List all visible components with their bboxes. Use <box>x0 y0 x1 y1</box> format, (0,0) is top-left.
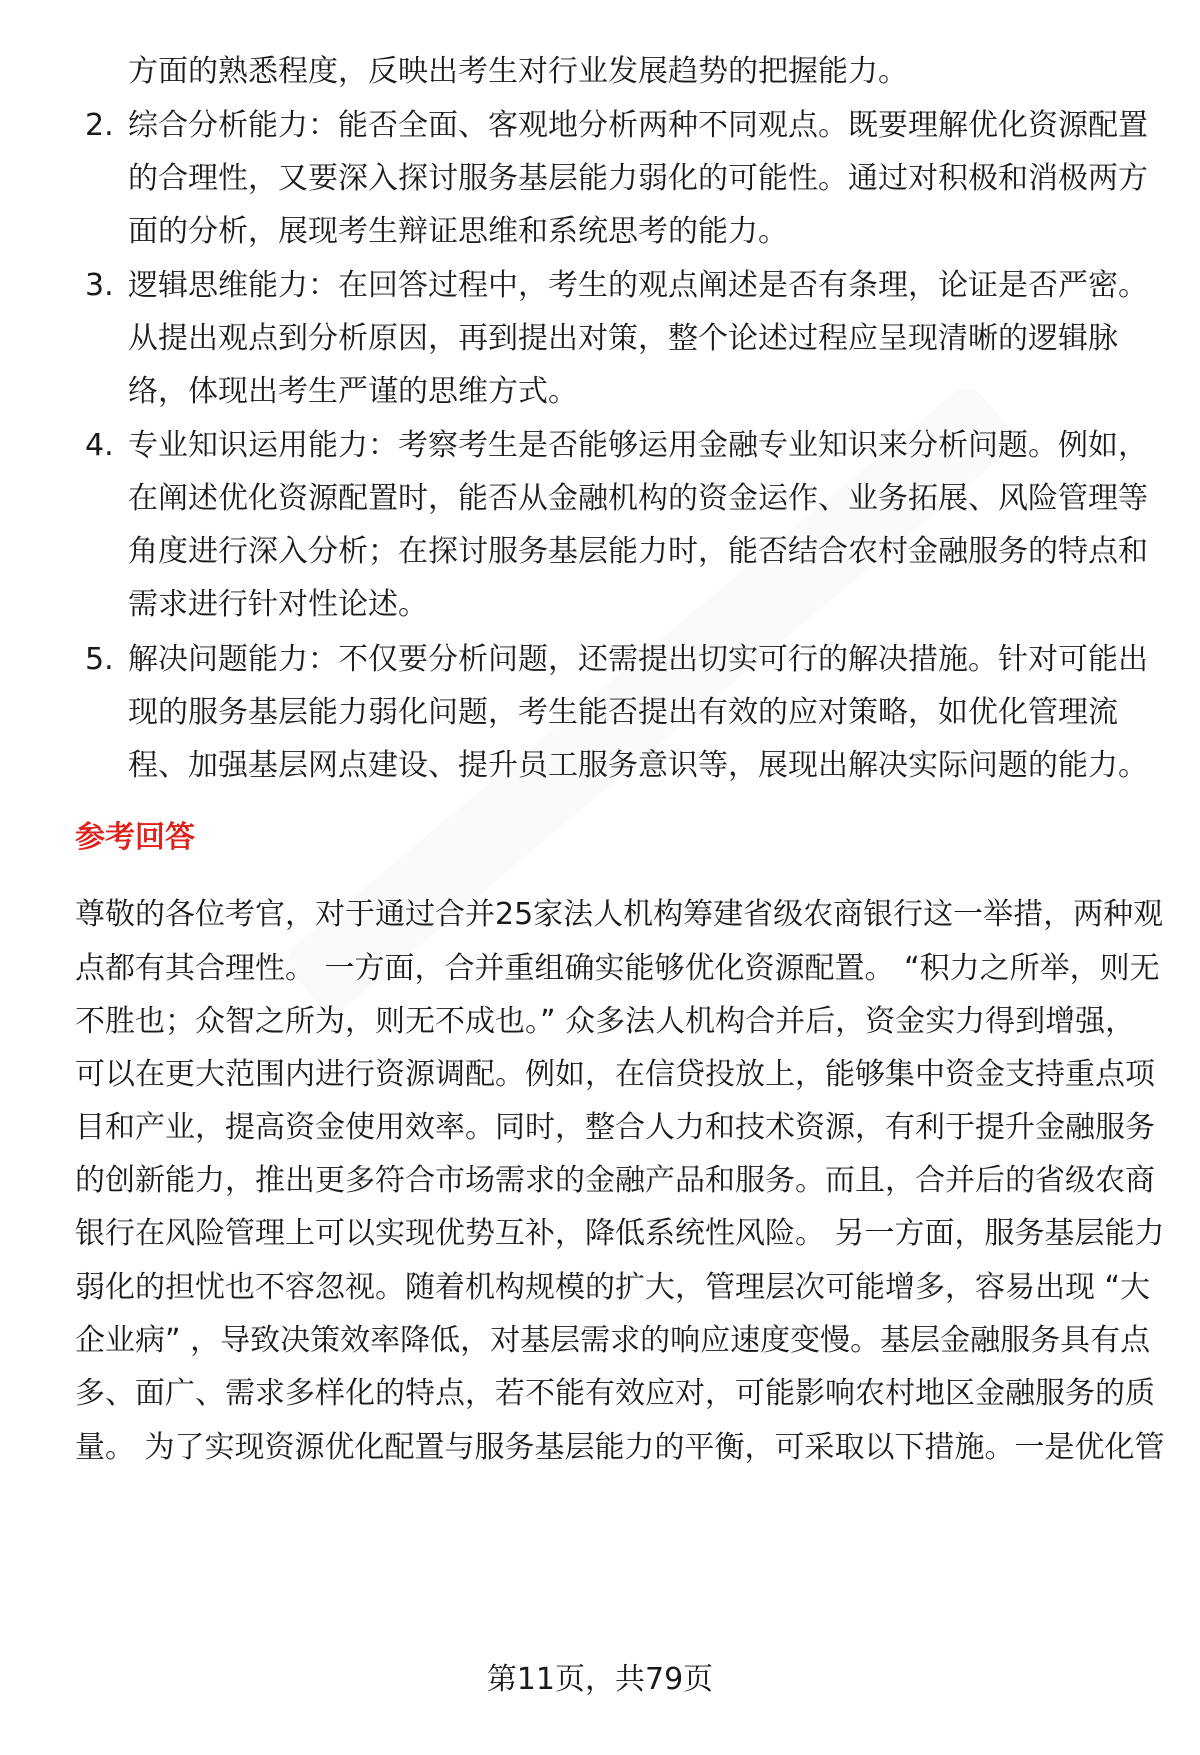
paragraph-line: 量。 为了实现资源优化配置与服务基层能力的平衡，可采取以下措施。一是优化管 <box>75 1430 1165 1465</box>
paragraph-line: 点都有其合理性。 一方面，合并重组确实能够优化资源配置。 “积力之所举，则无 <box>75 951 1160 986</box>
list-item-line: 在阐述优化资源配置时，能否从金融机构的资金运作、业务拓展、风险管理等 <box>128 481 1148 516</box>
paragraph-line: 目和产业，提高资金使用效率。同时，整合人力和技术资源，有利于提升金融服务 <box>75 1110 1155 1145</box>
page-number-footer: 第11页，共79页 <box>486 1662 714 1697</box>
list-item-line: 从提出观点到分析原因，再到提出对策，整个论述过程应呈现清晰的逻辑脉 <box>128 321 1118 356</box>
paragraph-line: 企业病” ，导致决策效率降低，对基层需求的响应速度变慢。基层金融服务具有点 <box>75 1323 1151 1358</box>
list-item-line: 综合分析能力：能否全面、客观地分析两种不同观点。既要理解优化资源配置 <box>128 108 1148 143</box>
list-number: 5. <box>85 642 114 677</box>
paragraph-line: 的创新能力，推出更多符合市场需求的金融产品和服务。而且，合并后的省级农商 <box>75 1163 1155 1198</box>
paragraph-line: 尊敬的各位考官，对于通过合并25家法人机构筹建省级农商银行这一举措，两种观 <box>75 897 1164 932</box>
list-item-line: 专业知识运用能力：考察考生是否能够运用金融专业知识来分析问题。例如， <box>128 428 1148 463</box>
paragraph-line: 方面的熟悉程度，反映出考生对行业发展趋势的把握能力。 <box>128 54 908 89</box>
list-item-line: 现的服务基层能力弱化问题，考生能否提出有效的应对策略，如优化管理流 <box>128 695 1118 730</box>
paragraph-line: 不胜也；众智之所为，则无不成也。” 众多法人机构合并后，资金实力得到增强， <box>75 1004 1136 1039</box>
list-item-line: 角度进行深入分析；在探讨服务基层能力时，能否结合农村金融服务的特点和 <box>128 534 1148 569</box>
list-number: 4. <box>85 428 114 463</box>
paragraph-line: 可以在更大范围内进行资源调配。例如，在信贷投放上，能够集中资金支持重点项 <box>75 1057 1155 1092</box>
list-item-line: 程、加强基层网点建设、提升员工服务意识等，展现出解决实际问题的能力。 <box>128 748 1148 783</box>
list-number: 2. <box>85 108 114 143</box>
list-item-line: 络，体现出考生严谨的思维方式。 <box>128 374 578 409</box>
paragraph-line: 银行在风险管理上可以实现优势互补，降低系统性风险。 另一方面，服务基层能力 <box>75 1216 1165 1251</box>
list-item-line: 面的分析，展现考生辩证思维和系统思考的能力。 <box>128 214 788 249</box>
list-item-line: 逻辑思维能力：在回答过程中，考生的观点阐述是否有条理，论证是否严密。 <box>128 268 1148 303</box>
list-item-line: 需求进行针对性论述。 <box>128 587 428 622</box>
paragraph-line: 弱化的担忧也不容忽视。随着机构规模的扩大，管理层次可能增多，容易出现 “大 <box>75 1270 1151 1305</box>
section-heading: 参考回答 <box>75 820 195 855</box>
list-number: 3. <box>85 268 114 303</box>
paragraph-line: 多、面广、需求多样化的特点，若不能有效应对，可能影响农村地区金融服务的质 <box>75 1376 1155 1411</box>
list-item-line: 解决问题能力：不仅要分析问题，还需提出切实可行的解决措施。针对可能出 <box>128 642 1148 677</box>
list-item-line: 的合理性，又要深入探讨服务基层能力弱化的可能性。通过对积极和消极两方 <box>128 161 1148 196</box>
